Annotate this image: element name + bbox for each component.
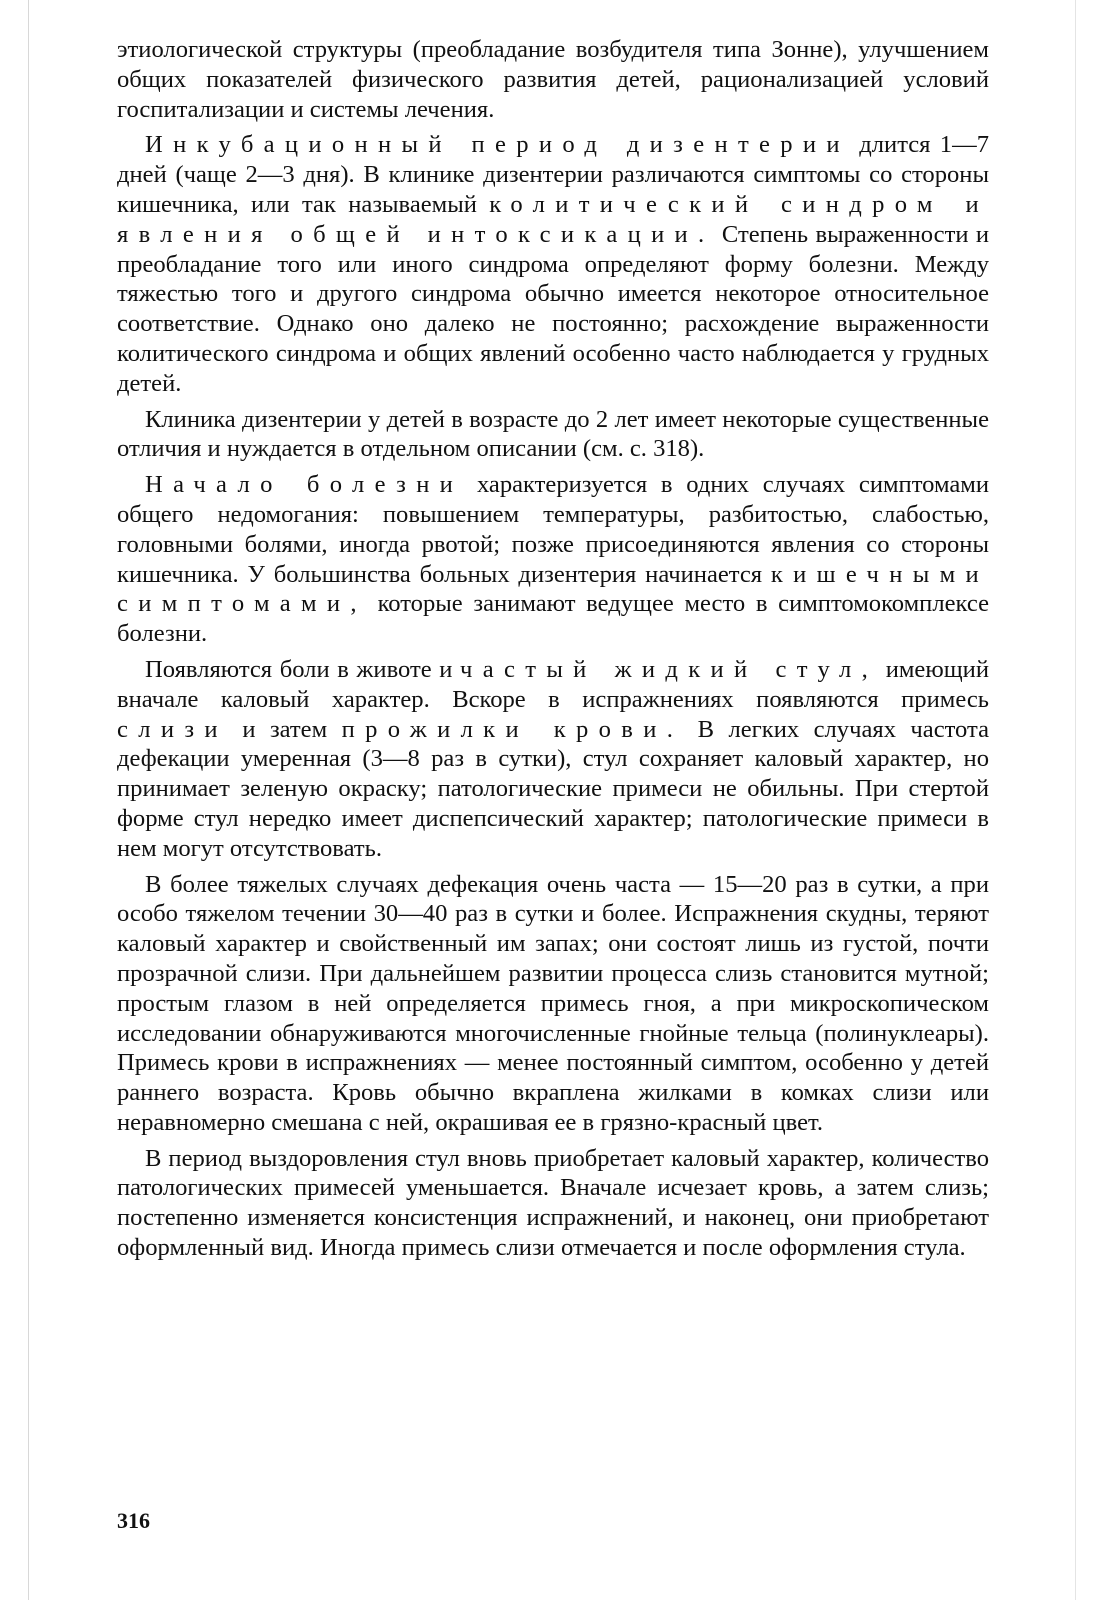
text-run: характеризуется в одних случаях симптомами общего недомогания: повышением температуры, разбитостью, слабостью, головными болями, иногда рвотой; позже присоединяются явления со стороны кишечника. У большинства больных дизентерия начинается: [117, 471, 989, 588]
paragraph: [117, 870, 989, 1138]
page-number: 316: [117, 1508, 150, 1533]
spaced-emphasis: колитический синдром и явления общей интоксикации.: [117, 190, 989, 248]
spaced-emphasis: частый жидкий стул,: [460, 655, 879, 683]
body-text: [117, 35, 989, 1269]
text-run: которые занимают ведущее место в симптомокомплексе болезни.: [117, 590, 989, 648]
text-run: В период выздоровления стул вновь приобретает каловый характер, количество патологических примесей уменьшается. Вначале исчезает кровь, а затем слизь; постепенно изменяется консистенция испражнений, и наконец, они приобретают оформленный вид. Иногда примесь слизи отмечается и после оформления стула.: [117, 1144, 989, 1262]
page-edge-left: [28, 0, 29, 1600]
text-run: Появляются боли в животе и: [145, 655, 461, 683]
spaced-emphasis: Инкубационный период дизентерии: [145, 131, 850, 159]
spaced-emphasis: слизи: [117, 715, 228, 743]
paragraph: [117, 35, 989, 124]
paragraph: [117, 405, 989, 465]
text-run: В легких случаях частота дефекации умеренная (3—8 раз в сутки), стул сохраняет каловый характер, но принимает зеленую окраску; патологические примеси не обильны. При стертой форме стул нередко имеет диспепсический характер; патологические примеси в нем могут отсутствовать.: [117, 715, 989, 862]
page-edge-right: [1075, 0, 1076, 1600]
text-run: Степень выраженности и преобладание того или иного синдрома определяют форму болезни. Между тяжестью того и другого синдрома обычно имеется некоторое относительное соответствие. Однако оно далеко не постоянно; расхождение выраженности колитического синдрома и общих явлений особенно часто наблюдается у грудных детей.: [117, 220, 990, 397]
text-run: Клиника дизентерии у детей в возрасте до 2 лет имеет некоторые существенные отличия и нуждается в отдельном описании (см. с. 318).: [117, 405, 989, 463]
text-run: и затем: [227, 715, 342, 743]
spaced-emphasis: кишечными симптомами,: [117, 560, 989, 618]
paragraph: [117, 470, 989, 649]
text-run: В более тяжелых случаях дефекация очень часта — 15—20 раз в сутки, а при особо тяжелом течении 30—40 раз в сутки и более. Испражнения скудны, теряют каловый характер и свойственный им запах; они состоят лишь из густой, почти прозрачной слизи. При дальнейшем развитии процесса слизь становится мутной; простым глазом в ней определяется примесь гноя, а при микроскопическом исследовании обнаруживаются многочисленные гнойные тельца (полинуклеары). Примесь крови в испражнениях — менее постоянный симптом, особенно у детей раннего возраста. Кровь обычно вкраплена жилками в комках слизи или неравномерно смешана с ней, окрашивая ее в грязно-красный цвет.: [117, 870, 989, 1136]
spaced-emphasis: Начало болезни: [145, 471, 464, 499]
paragraph: [117, 130, 989, 398]
text-run: этиологической структуры (преобладание возбудителя типа Зонне), улучшением общих показателей физического развития детей, рационализацией условий госпитализации и системы лечения.: [117, 36, 989, 123]
spaced-emphasis: прожилки крови.: [341, 715, 684, 743]
paragraph: [117, 1144, 989, 1263]
paragraph: [117, 655, 989, 864]
text-run: имеющий вначале каловый характер. Вскоре в испражнениях появляются примесь: [117, 655, 989, 713]
text-run: длится 1—7 дней (чаще 2—3 дня). В клинике дизентерии различаются симптомы со стороны кишечника, или так называемый: [117, 131, 989, 218]
